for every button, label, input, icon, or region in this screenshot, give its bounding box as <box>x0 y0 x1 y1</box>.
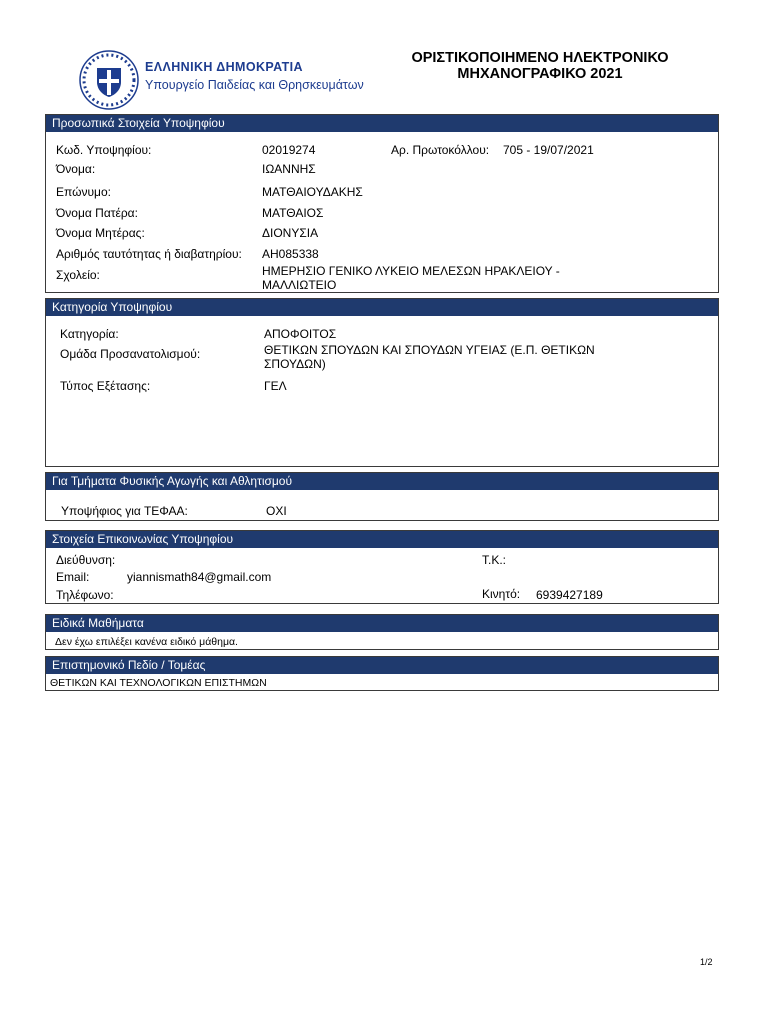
id-number-label: Αριθμός ταυτότητας ή διαβατηρίου: <box>56 247 242 261</box>
tefaa-label: Υποψήφιος για ΤΕΦΑΑ: <box>61 504 188 518</box>
name-label: Όνομα: <box>56 162 96 176</box>
category-section <box>45 298 719 467</box>
protocol-value: 705 - 19/07/2021 <box>503 143 594 157</box>
postcode-label: Τ.Κ.: <box>482 553 507 567</box>
protocol-label: Αρ. Πρωτοκόλλου: <box>391 143 490 157</box>
name-value: ΙΩΑΝΝΗΣ <box>262 162 316 176</box>
orientation-group-label: Ομάδα Προσανατολισμού: <box>60 347 201 361</box>
tefaa-value: ΟΧΙ <box>266 504 287 518</box>
phone-label: Τηλέφωνο: <box>56 588 114 602</box>
ministry-name: Υπουργείο Παιδείας και Θρησκευμάτων <box>145 78 364 92</box>
category-value: ΑΠΟΦΟΙΤΟΣ <box>264 327 337 341</box>
mobile-value: 6939427189 <box>536 588 603 602</box>
special-subjects-section-heading: Ειδικά Μαθήματα <box>46 615 718 632</box>
personal-section <box>45 114 719 293</box>
surname-value: ΜΑΤΘΑΙΟΥΔΑΚΗΣ <box>262 185 363 199</box>
scientific-field-section-heading: Επιστημονικό Πεδίο / Τομέας <box>46 657 718 674</box>
personal-section-heading: Προσωπικά Στοιχεία Υποψηφίου <box>46 115 718 132</box>
school-label: Σχολείο: <box>56 268 100 282</box>
document-title <box>380 50 700 82</box>
category-label: Κατηγορία: <box>60 327 119 341</box>
physical-education-section <box>45 472 719 521</box>
id-number-value: ΑΗ085338 <box>262 247 319 261</box>
special-subjects-text: Δεν έχω επιλέξει κανένα ειδικό μάθημα. <box>55 636 238 648</box>
mother-name-value: ΔΙΟΝΥΣΙΑ <box>262 226 319 240</box>
mother-name-label: Όνομα Μητέρας: <box>56 226 145 240</box>
father-name-value: ΜΑΤΘΑΙΟΣ <box>262 206 324 220</box>
candidate-code-value: 02019274 <box>262 143 316 157</box>
scientific-field-section <box>45 656 719 691</box>
email-label: Email: <box>56 570 90 584</box>
exam-type-value: ΓΕΛ <box>264 379 287 393</box>
title-line-2: ΜΗΧΑΝΟΓΡΑΦΙΚΟ 2021 <box>457 66 623 82</box>
scientific-field-text: ΘΕΤΙΚΩΝ ΚΑΙ ΤΕΧΝΟΛΟΓΙΚΩΝ ΕΠΙΣΤΗΜΩΝ <box>50 677 267 689</box>
special-subjects-section <box>45 614 719 650</box>
orientation-group-value-line-2: ΣΠΟΥΔΩΝ) <box>264 357 326 371</box>
father-name-label: Όνομα Πατέρα: <box>56 206 138 220</box>
mobile-label: Κινητό: <box>482 587 521 601</box>
title-line-1: ΟΡΙΣΤΙΚΟΠΟΙΗΜΕΝΟ ΗΛΕΚΤΡΟΝΙΚΟ <box>411 50 669 66</box>
school-value-line-1: ΗΜΕΡΗΣΙΟ ΓΕΝΙΚΟ ΛΥΚΕΙΟ ΜΕΛΕΣΩΝ ΗΡΑΚΛΕΙΟΥ - <box>262 264 560 278</box>
orientation-group-value-line-1: ΘΕΤΙΚΩΝ ΣΠΟΥΔΩΝ ΚΑΙ ΣΠΟΥΔΩΝ ΥΓΕΙΑΣ (Ε.Π. ΘΕΤΙΚΩΝ <box>264 343 595 357</box>
exam-type-label: Τύπος Εξέτασης: <box>60 379 151 393</box>
hellenic-republic-emblem-icon <box>78 49 140 111</box>
address-label: Διεύθυνση: <box>56 553 116 567</box>
school-value-line-2: ΜΑΛΛΙΩΤΕΙΟ <box>262 278 337 292</box>
surname-label: Επώνυμο: <box>56 185 111 199</box>
page-number: 1/2 <box>700 957 713 967</box>
email-value: yiannismath84@gmail.com <box>127 570 272 584</box>
candidate-code-label: Κωδ. Υποψηφίου: <box>56 143 152 157</box>
category-section-heading: Κατηγορία Υποψηφίου <box>46 299 718 316</box>
physical-education-section-heading: Για Τμήματα Φυσικής Αγωγής και Αθλητισμού <box>46 473 718 490</box>
contact-section <box>45 530 719 604</box>
org-name: ΕΛΛΗΝΙΚΗ ΔΗΜΟΚΡΑΤΙΑ <box>145 60 303 74</box>
contact-section-heading: Στοιχεία Επικοινωνίας Υποψηφίου <box>46 531 718 548</box>
